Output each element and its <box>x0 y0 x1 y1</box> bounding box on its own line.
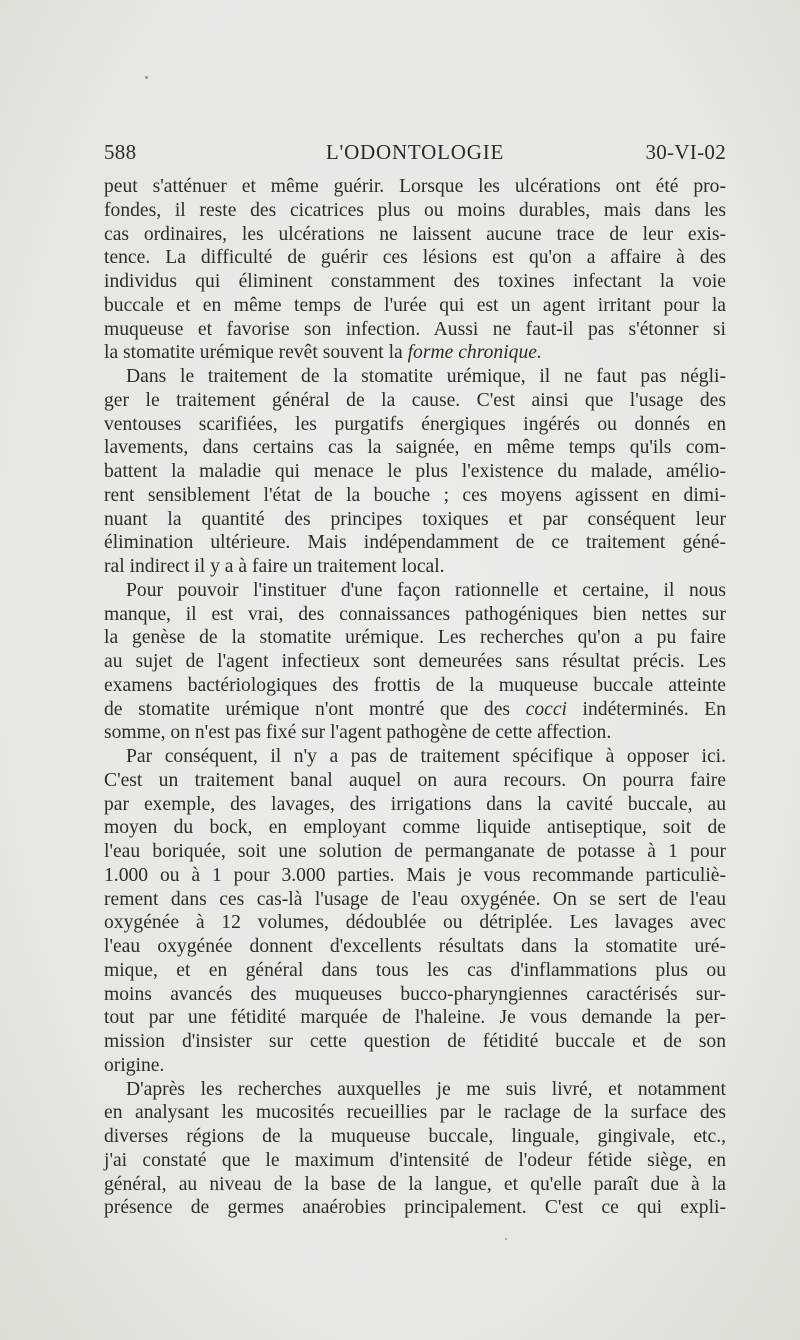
text-line: moins avancés des muqueuses bucco-pharyngiennes caractérisés sur- <box>104 983 726 1005</box>
text-line: examens bactériologiques des frottis de la muqueuse buccale atteinte <box>104 674 726 696</box>
text-line: ral indirect il y a à faire un traitement local. <box>104 556 445 577</box>
text-line: Par conséquent, il n'y a pas de traitement spécifique à opposer ici. <box>126 746 726 767</box>
text-line: élimination ultérieure. Mais indépendamment de ce traitement géné- <box>104 532 726 554</box>
paragraph <box>104 745 726 1078</box>
text-line: diverses régions de la muqueuse buccale, linguale, gingivale, etc., <box>104 1126 726 1147</box>
page-number: 588 <box>104 140 137 164</box>
running-title: L'ODONTOLOGIE <box>325 140 505 164</box>
text-line: général, au niveau de la base de la langue, et qu'elle paraît due à la <box>104 1173 726 1195</box>
paper-speck <box>145 76 148 79</box>
text-line: mission d'insister sur cette question de fétidité buccale et de son <box>104 1031 726 1052</box>
text-line: individus qui éliminent constamment des toxines infectant la voie <box>104 271 726 292</box>
italic-word: cocci <box>525 698 567 720</box>
text-line: Pour pouvoir l'instituer d'une façon rationnelle et certaine, il nous <box>126 579 726 601</box>
text-line: l'eau boriquée, soit une solution de permanganate de potasse à 1 pour <box>104 841 726 862</box>
text-line: peut s'atténuer et même guérir. Lorsque les ulcérations ont été pro- <box>104 176 726 197</box>
text-line: muqueuse et favorise son infection. Aussi ne faut-il pas s'étonner si <box>104 318 726 340</box>
text-line: nuant la quantité des principes toxiques et par conséquent leur <box>104 508 726 530</box>
text-run: de stomatite urémique n'ont montré que des <box>104 698 526 720</box>
text-line <box>104 341 726 365</box>
text-line: ventouses scarifiées, les purgatifs énergiques ingérés ou donnés en <box>104 413 726 435</box>
paper-speck <box>505 1238 507 1240</box>
text-line <box>104 698 726 722</box>
text-line: l'eau oxygénée donnent d'excellents résultats dans la stomatite uré- <box>104 936 726 957</box>
text-line: lavements, dans certains cas la saignée, en même temps qu'ils com- <box>104 437 726 459</box>
paragraph <box>104 579 726 745</box>
text-run: indéterminés. En <box>566 698 726 720</box>
text-line: rent sensiblement l'état de la bouche ; ces moyens agissent en dimi- <box>104 484 726 506</box>
text-line: cas ordinaires, les ulcérations ne laissent aucune trace de leur exis- <box>104 223 726 245</box>
text-line: oxygénée à 12 volumes, dédoublée ou détriplée. Les lavages avec <box>104 912 726 934</box>
text-run: la stomatite urémique revêt souvent la <box>104 342 408 364</box>
text-line: buccale et en même temps de l'urée qui est un agent irritant pour la <box>104 294 726 316</box>
text-line: moyen du bock, en employant comme liquide antiseptique, soit de <box>104 817 726 839</box>
text-line: mique, et en général dans tous les cas d'inflammations plus ou <box>104 959 726 981</box>
text-line: au sujet de l'agent infectieux sont demeurées sans résultat précis. Les <box>104 651 726 672</box>
text-line: présence de germes anaérobies principalement. C'est ce qui expli- <box>104 1197 726 1219</box>
text-line: C'est un traitement banal auquel on aura recours. On pourra faire <box>104 769 726 791</box>
text-line: ger le traitement général de la cause. C'est ainsi que l'usage des <box>104 389 726 411</box>
text-line: D'après les recherches auxquelles je me suis livré, et notamment <box>126 1078 726 1100</box>
paragraph <box>104 175 726 365</box>
italic-phrase: forme chronique. <box>407 342 542 364</box>
text-line: rement dans ces cas-là l'usage de l'eau oxygénée. On se sert de l'eau <box>104 888 726 910</box>
text-line: en analysant les mucosités recueillies par le raclage de la surface des <box>104 1102 726 1124</box>
text-line: fondes, il reste des cicatrices plus ou moins durables, mais dans les <box>104 199 726 221</box>
text-line: origine. <box>104 1054 165 1076</box>
paragraph <box>104 1078 726 1221</box>
text-line: tout par une fétidité marquée de l'haleine. Je vous demande la per- <box>104 1007 726 1029</box>
text-line: tence. La difficulté de guérir ces lésions est qu'on a affaire à des <box>104 247 726 269</box>
text-line: par exemple, des lavages, des irrigations dans la cavité buccale, au <box>104 793 726 815</box>
text-line: la genèse de la stomatite urémique. Les recherches qu'on a pu faire <box>104 627 726 649</box>
text-line: 1.000 ou à 1 pour 3.000 parties. Mais je vous recommande particuliè- <box>104 864 726 886</box>
text-line: battent la maladie qui menace le plus l'existence du malade, amélio- <box>104 461 726 482</box>
paragraph <box>104 365 726 579</box>
body-text <box>104 175 726 1220</box>
issue-date: 30-VI-02 <box>645 140 726 164</box>
text-line: somme, on n'est pas fixé sur l'agent pathogène de cette affection. <box>104 722 612 744</box>
text-line: Dans le traitement de la stomatite urémique, il ne faut pas négli- <box>126 366 726 387</box>
text-line: manque, il est vrai, des connaissances pathogéniques bien nettes sur <box>104 603 726 625</box>
text-line: j'ai constaté que le maximum d'intensité de l'odeur fétide siège, en <box>104 1149 726 1171</box>
running-header <box>104 140 726 170</box>
